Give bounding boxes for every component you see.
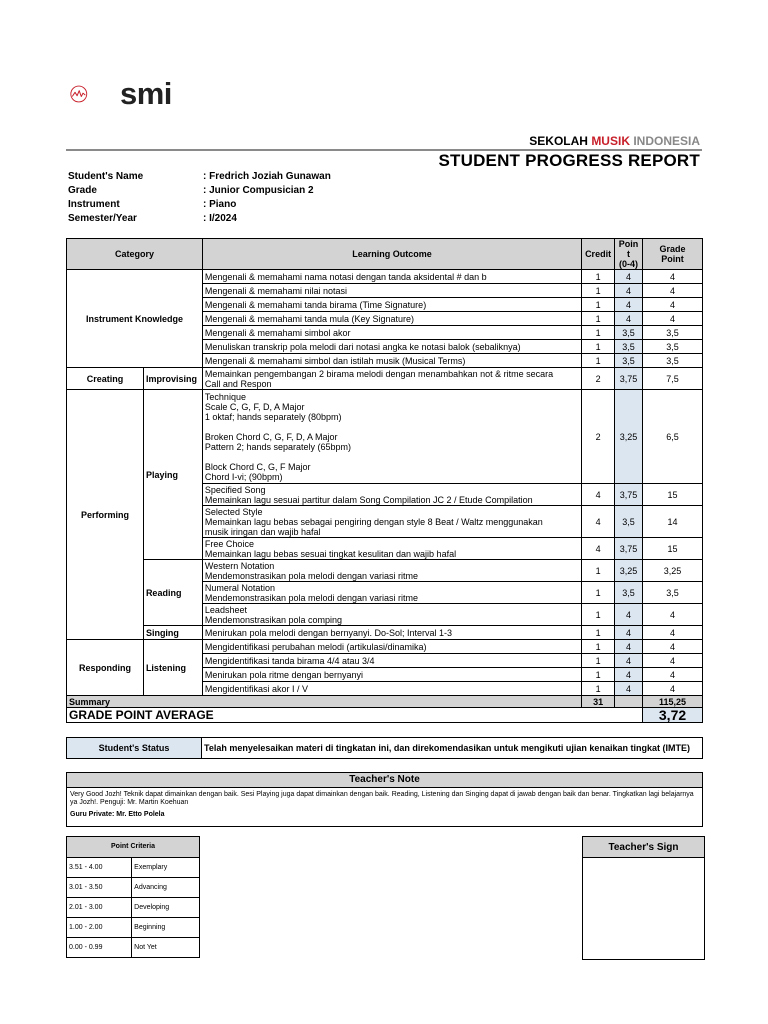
report-title: STUDENT PROGRESS REPORT <box>438 151 700 170</box>
status-text: Telah menyelesaikan materi di tingkatan ini, dan direkomendasikan untuk mengikuti ujian kenaikan tingkat (IMTE) <box>202 738 703 759</box>
gpa-value: 3,72 <box>643 708 703 723</box>
point-cell: 4 <box>615 270 643 284</box>
criteria-title: Point Criteria <box>67 837 200 858</box>
grade-point-cell: 4 <box>643 640 703 654</box>
summary-credit: 31 <box>582 696 615 708</box>
outcome-cell: Menirukan pola melodi dengan bernyanyi. Do-Sol; Interval 1-3 <box>202 626 581 640</box>
category-performing: Performing <box>67 390 144 640</box>
outcome-cell: Specified Song Memainkan lagu sesuai partitur dalam Song Compilation JC 2 / Etude Compilation <box>202 484 581 506</box>
student-status-table <box>66 737 703 759</box>
point-cell: 3,75 <box>615 538 643 560</box>
school-name: SEKOLAH MUSIK INDONESIA <box>529 134 700 148</box>
subcategory-singing: Singing <box>143 626 202 640</box>
grade-point-cell: 3,5 <box>643 354 703 368</box>
outcome-cell: Menirukan pola ritme dengan bernyanyi <box>202 668 581 682</box>
credit-cell: 1 <box>582 668 615 682</box>
student-name: : Fredrich Joziah Gunawan <box>203 171 331 182</box>
criteria-label: Not Yet <box>132 938 200 958</box>
credit-cell: 2 <box>582 390 615 484</box>
teacher-note-text: Very Good Jozh! Teknik dapat dimainkan dengan baik. Sesi Playing juga dapat dimainkan dengan baik. Reading, Listening dan Singing dapat di jawab dengan baik dan benar. Tingkatkan lagi belajarnya ya Jozh!. Penguji: Mr. Martin Koehuan <box>70 791 694 806</box>
status-label: Student's Status <box>67 738 202 759</box>
category-responding: Responding <box>67 640 144 696</box>
outcome-cell: Mengenali & memahami simbol dan istilah musik (Musical Terms) <box>202 354 581 368</box>
header-category: Category <box>67 239 203 270</box>
point-cell: 4 <box>615 682 643 696</box>
point-cell: 4 <box>615 298 643 312</box>
point-cell: 3,5 <box>615 326 643 340</box>
point-cell: 3,5 <box>615 582 643 604</box>
point-cell: 4 <box>615 312 643 326</box>
point-cell: 3,5 <box>615 354 643 368</box>
outcome-cell: Numeral Notation Mendemonstrasikan pola melodi dengan variasi ritme <box>202 582 581 604</box>
header-grade-point: Grade Point <box>643 239 703 270</box>
credit-cell: 1 <box>582 354 615 368</box>
category-creating: Creating <box>67 368 144 390</box>
point-cell: 4 <box>615 654 643 668</box>
teacher-note-table <box>66 772 703 827</box>
grade-point-cell: 4 <box>643 604 703 626</box>
credit-cell: 1 <box>582 604 615 626</box>
criteria-range: 3.01 - 3.50 <box>67 878 132 898</box>
credit-cell: 2 <box>582 368 615 390</box>
grade-point-cell: 4 <box>643 284 703 298</box>
grade-point-cell: 14 <box>643 506 703 538</box>
grade-point-cell: 3,5 <box>643 340 703 354</box>
grade-point-cell: 3,5 <box>643 582 703 604</box>
teacher-sign-title: Teacher's Sign <box>583 837 704 858</box>
point-cell: 3,5 <box>615 506 643 538</box>
outcome-cell: Western Notation Mendemonstrasikan pola melodi dengan variasi ritme <box>202 560 581 582</box>
point-cell: 3,25 <box>615 560 643 582</box>
gpa-label: GRADE POINT AVERAGE <box>67 708 643 723</box>
outcome-cell: Mengenali & memahami tanda mula (Key Signature) <box>202 312 581 326</box>
criteria-range: 0.00 - 0.99 <box>67 938 132 958</box>
credit-cell: 4 <box>582 506 615 538</box>
grade-point-cell: 3,5 <box>643 326 703 340</box>
outcome-cell: Mengenali & memahami simbol akor <box>202 326 581 340</box>
grade-point-cell: 3,25 <box>643 560 703 582</box>
grade-point-cell: 4 <box>643 312 703 326</box>
summary-label: Summary <box>67 696 582 708</box>
criteria-range: 1.00 - 2.00 <box>67 918 132 938</box>
header-credit: Credit <box>582 239 615 270</box>
outcome-cell: Mengidentifikasi perubahan melodi (artikulasi/dinamika) <box>202 640 581 654</box>
credit-cell: 1 <box>582 298 615 312</box>
point-cell: 4 <box>615 668 643 682</box>
grade-point-cell: 6,5 <box>643 390 703 484</box>
grade-point-cell: 4 <box>643 626 703 640</box>
credit-cell: 1 <box>582 326 615 340</box>
grade-point-cell: 4 <box>643 298 703 312</box>
grade-point-cell: 15 <box>643 484 703 506</box>
outcome-cell: Memainkan pengembangan 2 birama melodi dengan menambahkan not & ritme secara Call and Respon <box>202 368 581 390</box>
credit-cell: 1 <box>582 270 615 284</box>
credit-cell: 1 <box>582 582 615 604</box>
header-outcome: Learning Outcome <box>202 239 581 270</box>
point-criteria-table <box>66 836 200 958</box>
credit-cell: 1 <box>582 640 615 654</box>
outcome-cell: Mengenali & memahami nama notasi dengan tanda aksidental # dan b <box>202 270 581 284</box>
teacher-sign-box <box>582 836 705 960</box>
point-cell: 4 <box>615 284 643 298</box>
outcome-cell: Mengenali & memahami tanda birama (Time Signature) <box>202 298 581 312</box>
point-cell: 3,5 <box>615 340 643 354</box>
subcategory-playing: Playing <box>143 390 202 560</box>
grade-point-cell: 4 <box>643 270 703 284</box>
credit-cell: 4 <box>582 484 615 506</box>
point-cell: 4 <box>615 626 643 640</box>
student-grade: : Junior Compusician 2 <box>203 185 314 196</box>
progress-table <box>66 238 703 723</box>
grade-point-cell: 4 <box>643 668 703 682</box>
criteria-label: Developing <box>132 898 200 918</box>
category-instrument-knowledge: Instrument Knowledge <box>67 270 203 368</box>
header-point: Poin t (0-4) <box>615 239 643 270</box>
criteria-range: 2.01 - 3.00 <box>67 898 132 918</box>
point-cell: 3,75 <box>615 484 643 506</box>
outcome-cell: Menuliskan transkrip pola melodi dari notasi angka ke notasi balok (sebaliknya) <box>202 340 581 354</box>
credit-cell: 1 <box>582 312 615 326</box>
subcategory-improvising: Improvising <box>143 368 202 390</box>
criteria-range: 3.51 - 4.00 <box>67 858 132 878</box>
credit-cell: 1 <box>582 654 615 668</box>
outcome-cell: Mengidentifikasi tanda birama 4/4 atau 3/4 <box>202 654 581 668</box>
grade-point-cell: 4 <box>643 654 703 668</box>
student-info: Student's Name : Fredrich Joziah Gunawan Grade : Junior Compusician 2 Instrument : Piano Semester/Year : I/2024 <box>68 171 331 227</box>
teacher-name: Guru Private: Mr. Etto Polela <box>70 811 165 818</box>
grade-point-cell: 4 <box>643 682 703 696</box>
point-cell: 4 <box>615 604 643 626</box>
criteria-label: Beginning <box>132 918 200 938</box>
teacher-note-title: Teacher's Note <box>67 773 703 788</box>
credit-cell: 1 <box>582 560 615 582</box>
logo-text: smi <box>120 76 172 111</box>
point-cell: 3,25 <box>615 390 643 484</box>
smi-logo-icon <box>70 72 116 116</box>
subcategory-listening: Listening <box>143 640 202 696</box>
outcome-cell: Free Choice Memainkan lagu bebas sesuai tingkat kesulitan dan wajib hafal <box>202 538 581 560</box>
credit-cell: 1 <box>582 340 615 354</box>
outcome-cell: Mengenali & memahami nilai notasi <box>202 284 581 298</box>
criteria-label: Exemplary <box>132 858 200 878</box>
credit-cell: 1 <box>582 682 615 696</box>
student-instrument: : Piano <box>203 199 237 210</box>
credit-cell: 1 <box>582 284 615 298</box>
teacher-note-cell <box>67 788 703 827</box>
grade-point-cell: 7,5 <box>643 368 703 390</box>
credit-cell: 4 <box>582 538 615 560</box>
outcome-cell: Selected Style Memainkan lagu bebas sebagai pengiring dengan style 8 Beat / Waltz menggunakan musik iringan dan wajib hafal <box>202 506 581 538</box>
point-cell: 3,75 <box>615 368 643 390</box>
criteria-label: Advancing <box>132 878 200 898</box>
outcome-cell: Technique Scale C, G, F, D, A Major 1 oktaf; hands separately (80bpm) Broken Chord C, G, F, D, A Major Pattern 2; hands separately (65bpm) Block Chord C, G, F Major Chord I-vi; (90bpm) <box>202 390 581 484</box>
summary-grade-point: 115,25 <box>643 696 703 708</box>
grade-point-cell: 15 <box>643 538 703 560</box>
student-semester: : I/2024 <box>203 213 237 224</box>
subcategory-reading: Reading <box>143 560 202 626</box>
outcome-cell: Leadsheet Mendemonstrasikan pola comping <box>202 604 581 626</box>
outcome-cell: Mengidentifikasi akor I / V <box>202 682 581 696</box>
point-cell: 4 <box>615 640 643 654</box>
credit-cell: 1 <box>582 626 615 640</box>
